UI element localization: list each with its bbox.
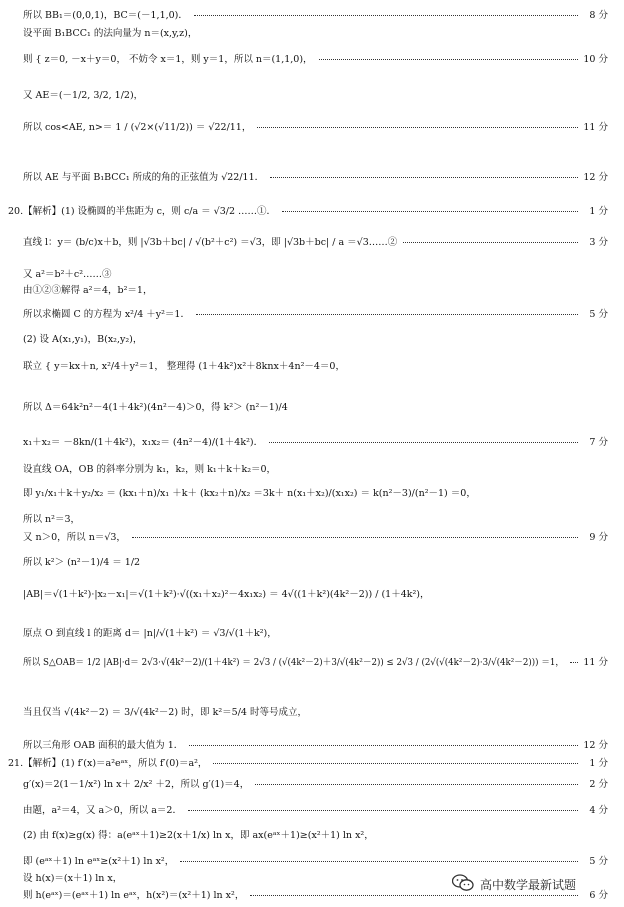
score-label: 11 分 bbox=[583, 657, 608, 668]
solution-line bbox=[0, 585, 624, 605]
leader-dots bbox=[282, 211, 578, 212]
solution-line bbox=[0, 281, 624, 301]
leader-dots bbox=[188, 810, 578, 811]
leader-dots bbox=[570, 662, 578, 663]
leader-dots bbox=[319, 59, 578, 60]
score-label: 3 分 bbox=[589, 237, 608, 248]
watermark-text: 高中数学最新试题 bbox=[480, 878, 577, 892]
solution-line bbox=[0, 484, 624, 504]
solution-line bbox=[0, 775, 624, 795]
solution-line bbox=[0, 168, 624, 188]
solution-line bbox=[0, 510, 624, 530]
solution-line bbox=[0, 736, 624, 756]
solution-line bbox=[0, 330, 624, 350]
line-text: (2) 设 A(x₁,y₁)，B(x₂,y₂)， bbox=[23, 334, 143, 345]
leader-dots bbox=[403, 242, 578, 243]
score-label: 7 分 bbox=[589, 437, 608, 448]
solution-line bbox=[0, 826, 624, 846]
line-text: 设平面 B₁BCC₁ 的法向量为 n＝(x,y,z)， bbox=[23, 28, 198, 39]
line-text: 所以 k²＞ (n²－1)/4 ＝ 1/2 bbox=[23, 557, 141, 568]
solution-line bbox=[0, 398, 624, 418]
leader-dots bbox=[132, 537, 578, 538]
line-text: 当且仅当 √(4k²－2) ＝ 3/√(4k²－2) 时，即 k²＝5/4 时等号成立， bbox=[23, 707, 307, 718]
leader-dots bbox=[269, 442, 578, 443]
line-text: 则 h(eᵃˣ)＝(eᵃˣ＋1) ln eᵃˣ，h(x²)＝(x²＋1) ln x²， bbox=[23, 890, 245, 901]
line-text: 所以求椭圆 C 的方程为 x²/4 ＋y²＝1． bbox=[23, 309, 190, 320]
score-label: 5 分 bbox=[589, 856, 608, 867]
leader-dots bbox=[255, 784, 578, 785]
score-label: 12 分 bbox=[583, 740, 608, 751]
line-text: |AB|＝√(1＋k²)·|x₂－x₁|＝√(1＋k²)·√((x₁＋x₂)²－4x₁x₂) ＝ 4√((1＋k²)(4k²－2)) / (1＋4k²)， bbox=[23, 589, 430, 600]
leader-dots bbox=[180, 861, 578, 862]
solution-line bbox=[0, 528, 624, 548]
solution-line bbox=[0, 357, 624, 377]
solution-line bbox=[0, 433, 624, 453]
score-label: 5 分 bbox=[589, 309, 608, 320]
line-text: 所以 n²＝3， bbox=[23, 514, 80, 525]
score-label: 6 分 bbox=[589, 890, 608, 901]
leader-dots bbox=[189, 745, 578, 746]
solution-line bbox=[0, 703, 624, 723]
line-text: 所以 cos<AE, n>＝ 1 / (√2×(√11/2)) ＝ √22/11， bbox=[23, 122, 252, 133]
line-text: 由题，a²＝4，又 a＞0，所以 a＝2． bbox=[23, 805, 182, 816]
solution-line bbox=[0, 233, 624, 253]
solution-line bbox=[0, 553, 624, 573]
solution-line bbox=[0, 86, 624, 106]
solution-line bbox=[0, 754, 624, 774]
solution-line bbox=[0, 624, 624, 644]
score-label: 1 分 bbox=[589, 206, 608, 217]
line-text: 所以 BB₁＝(0,0,1)，BC＝(－1,1,0)． bbox=[23, 10, 188, 21]
solution-line bbox=[0, 6, 624, 26]
line-text: 所以 AE 与平面 B₁BCC₁ 所成的角的正弦值为 √22/11． bbox=[23, 172, 265, 183]
score-label: 2 分 bbox=[589, 779, 608, 790]
line-text: x₁＋x₂＝ －8kn/(1＋4k²)，x₁x₂＝ (4n²－4)/(1＋4k²)． bbox=[23, 437, 264, 448]
solution-line bbox=[0, 460, 624, 480]
line-text: 又 AE＝(－1/2, 3/2, 1/2)， bbox=[23, 90, 144, 101]
solution-line bbox=[0, 24, 624, 44]
line-text: 由①②③解得 a²＝4，b²＝1， bbox=[23, 285, 153, 296]
solution-line bbox=[0, 653, 624, 673]
solution-line bbox=[0, 202, 624, 222]
wechat-icon bbox=[452, 874, 474, 892]
score-label: 4 分 bbox=[589, 805, 608, 816]
score-label: 11 分 bbox=[583, 122, 608, 133]
line-text: 所以 S△OAB＝ 1/2 |AB|·d＝ 2√3·√(4k²－2)/(1＋4k²) ＝ 2√3 / (√(4k²－2)＋3/√(4k²－2)) ≤ 2√3 / (2√(√(4k²－2)·3/√(4k²－2))) ＝1， bbox=[23, 657, 565, 668]
score-label: 10 分 bbox=[583, 54, 608, 65]
score-label: 9 分 bbox=[589, 532, 608, 543]
solution-line bbox=[0, 801, 624, 821]
line-text: (2) 由 f(x)≥g(x) 得：a(eᵃˣ＋1)≥2(x＋1/x) ln x，即 ax(eᵃˣ＋1)≥(x²＋1) ln x²， bbox=[23, 830, 374, 841]
line-text: 21.【解析】(1) f′(x)＝a²eᵃˣ，所以 f′(0)＝a²， bbox=[8, 758, 208, 769]
solution-line bbox=[0, 50, 624, 70]
score-label: 1 分 bbox=[589, 758, 608, 769]
line-text: 联立 { y＝kx＋n, x²/4＋y²＝1， 整理得 (1＋4k²)x²＋8knx＋4n²－4＝0， bbox=[23, 361, 345, 372]
solution-line bbox=[0, 118, 624, 138]
score-label: 8 分 bbox=[589, 10, 608, 21]
line-text: 设直线 OA，OB 的斜率分别为 k₁，k₂，则 k₁＋k＋k₂＝0， bbox=[23, 464, 277, 475]
leader-dots bbox=[270, 177, 578, 178]
line-text: 设 h(x)＝(x＋1) ln x， bbox=[23, 873, 123, 884]
line-text: 即 y₁/x₁＋k＋y₂/x₂ ＝ (kx₁＋n)/x₁ ＋k＋ (kx₂＋n)/x₂ ＝3k＋ n(x₁＋x₂)/(x₁x₂) ＝ k(n²－3)/(n²－1) ＝0， bbox=[23, 488, 476, 499]
watermark bbox=[452, 872, 622, 898]
solution-line bbox=[0, 305, 624, 325]
line-text: 又 a²＝b²＋c²……③ bbox=[23, 269, 112, 280]
line-text: g′(x)＝2(1－1/x²) ln x＋ 2/x² ＋2，所以 g′(1)＝4， bbox=[23, 779, 250, 790]
line-text: 则 { z＝0, －x＋y＝0， 不妨令 x＝1，则 y＝1，所以 n＝(1,1,0)， bbox=[23, 54, 313, 65]
line-text: 所以 Δ＝64k²n²－4(1＋4k²)(4n²－4)＞0，得 k²＞ (n²－1)/4 bbox=[23, 402, 288, 413]
leader-dots bbox=[196, 314, 578, 315]
leader-dots bbox=[213, 763, 578, 764]
line-text: 直线 l：y＝ (b/c)x＋b，则 |√3b＋bc| / √(b²＋c²) ＝√3，即 |√3b＋bc| / a ＝√3……② bbox=[23, 237, 398, 248]
line-text: 又 n＞0，所以 n＝√3， bbox=[23, 532, 126, 543]
leader-dots bbox=[194, 15, 578, 16]
line-text: 所以三角形 OAB 面积的最大值为 1． bbox=[23, 740, 184, 751]
line-text: 原点 O 到直线 l 的距离 d＝ |n|/√(1＋k²) ＝ √3/√(1＋k²)， bbox=[23, 628, 277, 639]
line-text: 20.【解析】(1) 设椭圆的半焦距为 c，则 c/a ＝ √3/2 ……①． bbox=[8, 206, 277, 217]
line-text: 即 (eᵃˣ＋1) ln eᵃˣ≥(x²＋1) ln x²， bbox=[23, 856, 175, 867]
score-label: 12 分 bbox=[583, 172, 608, 183]
leader-dots bbox=[257, 127, 578, 128]
